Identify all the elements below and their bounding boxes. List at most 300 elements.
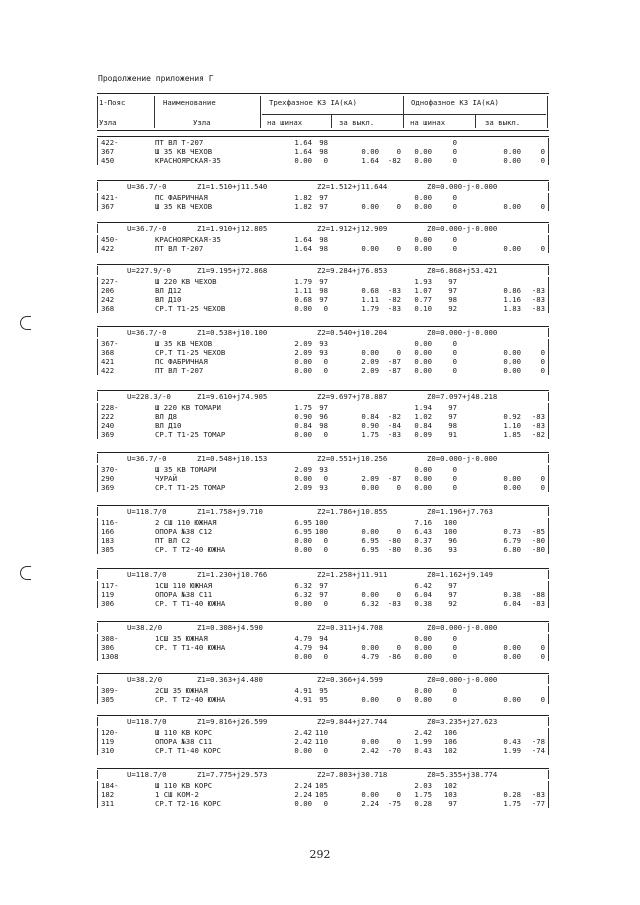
table-cell: Ш 35 КВ ЧЕХОВ bbox=[155, 147, 213, 156]
table-cell: -83 bbox=[531, 790, 545, 799]
table-cell: 95 bbox=[319, 686, 328, 695]
table-cell: 6.32 bbox=[294, 581, 312, 590]
table-row bbox=[97, 746, 549, 755]
table-cell: 0.00 bbox=[294, 474, 312, 483]
table-cell: 166 bbox=[101, 527, 115, 536]
table-cell: 117- bbox=[101, 581, 119, 590]
table-row bbox=[97, 286, 549, 295]
table-cell: -83 bbox=[531, 295, 545, 304]
table-cell: 97 bbox=[319, 581, 328, 590]
table-cell: 1.94 bbox=[414, 403, 432, 412]
block-param: Z1=0.538+j10.100 bbox=[197, 328, 268, 337]
table-cell: 1.07 bbox=[414, 286, 432, 295]
table-cell: 0 bbox=[540, 244, 545, 253]
table-block bbox=[97, 715, 549, 755]
table-cell: 0.00 bbox=[503, 147, 521, 156]
block-param: U=118.7/0 bbox=[127, 770, 167, 779]
table-cell: 305 bbox=[101, 545, 115, 554]
table-cell: 6.04 bbox=[414, 590, 432, 599]
table-block bbox=[97, 505, 549, 554]
table-cell: 0 bbox=[323, 430, 328, 439]
table-row bbox=[97, 474, 549, 483]
table-cell: 0 bbox=[540, 483, 545, 492]
table-cell: 0 bbox=[396, 527, 401, 536]
block-parameters bbox=[97, 717, 549, 726]
table-row bbox=[97, 366, 549, 375]
table-cell: 1.99 bbox=[414, 737, 432, 746]
table-cell: 0 bbox=[452, 634, 457, 643]
table-cell: -85 bbox=[531, 527, 545, 536]
table-row bbox=[97, 357, 549, 366]
table-cell: 0.00 bbox=[294, 430, 312, 439]
table-cell: 367 bbox=[101, 202, 115, 211]
table-cell: 0 bbox=[452, 147, 457, 156]
table-cell: Ш 35 КВ ТОМАРИ bbox=[155, 465, 217, 474]
table-cell: 93 bbox=[319, 339, 328, 348]
table-row bbox=[97, 147, 549, 156]
table-cell: 0.00 bbox=[361, 244, 379, 253]
table-cell: 98 bbox=[448, 295, 457, 304]
table-cell: 116- bbox=[101, 518, 119, 527]
table-cell: 2.24 bbox=[294, 790, 312, 799]
table-row bbox=[97, 737, 549, 746]
table-cell: -87 bbox=[387, 474, 401, 483]
table-row bbox=[97, 728, 549, 737]
table-row bbox=[97, 430, 549, 439]
table-cell: 227- bbox=[101, 277, 119, 286]
table-cell: 0.00 bbox=[414, 695, 432, 704]
table-cell: 93 bbox=[319, 465, 328, 474]
table-header bbox=[97, 93, 549, 131]
table-cell: 1СШ 35 ЮЖНАЯ bbox=[155, 634, 208, 643]
table-cell: 0 bbox=[396, 147, 401, 156]
table-cell: 0 bbox=[452, 643, 457, 652]
table-cell: 100 bbox=[314, 518, 328, 527]
page-number: 292 bbox=[309, 848, 331, 861]
block-param: U=38.2/0 bbox=[127, 675, 163, 684]
table-cell: 311 bbox=[101, 799, 115, 808]
table-cell: Ш 35 КВ ЧЕХОВ bbox=[155, 202, 213, 211]
table-cell: 0.68 bbox=[361, 286, 379, 295]
table-cell: 102 bbox=[443, 781, 457, 790]
table-cell: 1.75 bbox=[414, 790, 432, 799]
table-cell: 0.00 bbox=[503, 474, 521, 483]
block-parameters bbox=[97, 328, 549, 337]
punch-hole-mark bbox=[20, 316, 31, 330]
table-cell: 0.00 bbox=[294, 746, 312, 755]
block-parameters bbox=[97, 454, 549, 463]
table-cell: 0.00 bbox=[414, 465, 432, 474]
table-row bbox=[97, 652, 549, 661]
table-cell: СР.Т Т2-16 КОРС bbox=[155, 799, 221, 808]
table-cell: 0 bbox=[323, 652, 328, 661]
table-cell: 0.28 bbox=[414, 799, 432, 808]
table-cell: 242 bbox=[101, 295, 115, 304]
table-cell: 2.24 bbox=[294, 781, 312, 790]
table-cell: 422- bbox=[101, 138, 119, 147]
table-cell: -83 bbox=[531, 304, 545, 313]
block-param: Z2=1.912+j12.909 bbox=[317, 224, 388, 233]
table-cell: 305 bbox=[101, 695, 115, 704]
table-cell: ВЛ Д8 bbox=[155, 412, 177, 421]
table-cell: 97 bbox=[448, 412, 457, 421]
table-cell: 1.10 bbox=[503, 421, 521, 430]
table-cell: -83 bbox=[531, 286, 545, 295]
table-cell: ПТ ВЛ Т-207 bbox=[155, 138, 204, 147]
table-row bbox=[97, 781, 549, 790]
block-param: Z2=7.803+j30.718 bbox=[317, 770, 388, 779]
table-cell: 0 bbox=[452, 483, 457, 492]
table-cell: -87 bbox=[387, 366, 401, 375]
block-param: U=36.7/-0 bbox=[127, 454, 167, 463]
block-parameters bbox=[97, 675, 549, 684]
table-cell: 421- bbox=[101, 193, 119, 202]
block-param: Z0=0.000-j-0.000 bbox=[427, 623, 498, 632]
table-cell: Ш 220 КВ ТОМАРИ bbox=[155, 403, 221, 412]
table-cell: -80 bbox=[387, 545, 401, 554]
block-param: Z0=7.097+j48.218 bbox=[427, 392, 498, 401]
block-parameters bbox=[97, 570, 549, 579]
block-param: Z0=6.868+j53.421 bbox=[427, 266, 498, 275]
table-row bbox=[97, 295, 549, 304]
table-cell: -80 bbox=[387, 536, 401, 545]
table-cell: 1.75 bbox=[294, 403, 312, 412]
table-cell: -82 bbox=[387, 156, 401, 165]
table-cell: 1.11 bbox=[361, 295, 379, 304]
table-cell: 2.09 bbox=[361, 357, 379, 366]
table-cell: 105 bbox=[314, 781, 328, 790]
table-block bbox=[97, 264, 549, 313]
table-cell: 0.00 bbox=[414, 686, 432, 695]
table-cell: 0.00 bbox=[503, 357, 521, 366]
table-cell: 2.09 bbox=[361, 474, 379, 483]
table-cell: 2.42 bbox=[294, 728, 312, 737]
table-cell: 0.00 bbox=[503, 202, 521, 211]
table-cell: 0 bbox=[452, 193, 457, 202]
table-cell: 0.84 bbox=[414, 421, 432, 430]
table-cell: 2.03 bbox=[414, 781, 432, 790]
table-cell: 6.80 bbox=[503, 545, 521, 554]
header-name: Наименование bbox=[163, 98, 216, 107]
block-param: Z0=0.000-j-0.000 bbox=[427, 675, 498, 684]
table-cell: 6.32 bbox=[361, 599, 379, 608]
table-cell: ЧУРАЙ bbox=[155, 474, 177, 483]
table-cell: 1.64 bbox=[294, 244, 312, 253]
block-param: Z1=9.816+j26.599 bbox=[197, 717, 268, 726]
table-cell: 0 bbox=[323, 304, 328, 313]
block-param: U=36.7/-0 bbox=[127, 182, 167, 191]
table-cell: Ш 220 КВ ЧЕХОВ bbox=[155, 277, 217, 286]
table-cell: 92 bbox=[448, 304, 457, 313]
table-block bbox=[97, 452, 549, 492]
table-cell: 6.95 bbox=[361, 536, 379, 545]
table-cell: 94 bbox=[319, 643, 328, 652]
table-row bbox=[97, 277, 549, 286]
table-cell: -87 bbox=[387, 357, 401, 366]
table-cell: 0 bbox=[323, 357, 328, 366]
table-cell: 0 bbox=[540, 652, 545, 661]
table-cell: 4.91 bbox=[294, 695, 312, 704]
block-param: Z0=0.000-j-0.000 bbox=[427, 224, 498, 233]
table-row bbox=[97, 304, 549, 313]
table-cell: 222 bbox=[101, 412, 115, 421]
table-cell: 421 bbox=[101, 357, 115, 366]
table-cell: 100 bbox=[443, 518, 457, 527]
table-cell: 0.00 bbox=[414, 156, 432, 165]
block-param: Z2=0.540+j10.204 bbox=[317, 328, 388, 337]
table-cell: СР.Т Т1-25 ТОМАР bbox=[155, 430, 226, 439]
table-cell: 95 bbox=[319, 695, 328, 704]
block-param: Z1=9.610+j74.905 bbox=[197, 392, 268, 401]
block-param: U=36.7/-0 bbox=[127, 328, 167, 337]
block-parameters bbox=[97, 182, 549, 191]
table-cell: 310 bbox=[101, 746, 115, 755]
table-cell: 0 bbox=[452, 156, 457, 165]
block-parameters bbox=[97, 770, 549, 779]
table-cell: 0.00 bbox=[361, 643, 379, 652]
table-cell: 0.00 bbox=[361, 147, 379, 156]
block-param: Z2=1.786+j10.855 bbox=[317, 507, 388, 516]
table-cell: 0.00 bbox=[414, 348, 432, 357]
table-cell: 1308 bbox=[101, 652, 119, 661]
block-parameters bbox=[97, 623, 549, 632]
table-cell: 1.93 bbox=[414, 277, 432, 286]
table-cell: ВЛ Д10 bbox=[155, 295, 182, 304]
table-cell: 98 bbox=[448, 421, 457, 430]
table-cell: 0 bbox=[452, 202, 457, 211]
table-cell: 1СШ 110 ЮЖНАЯ bbox=[155, 581, 213, 590]
table-cell: 1.99 bbox=[503, 746, 521, 755]
block-param: Z1=7.775+j29.573 bbox=[197, 770, 268, 779]
table-cell: 0.00 bbox=[414, 643, 432, 652]
block-param: U=228.3/-0 bbox=[127, 392, 171, 401]
table-cell: 1.85 bbox=[503, 430, 521, 439]
table-row bbox=[97, 421, 549, 430]
table-cell: ПС ФАБРИЧНАЯ bbox=[155, 357, 208, 366]
table-cell: 110 bbox=[314, 737, 328, 746]
block-param: Z2=0.366+j4.599 bbox=[317, 675, 383, 684]
table-cell: ОПОРА №38 С11 bbox=[155, 590, 213, 599]
table-cell: 0 bbox=[452, 138, 457, 147]
table-cell: 1.79 bbox=[294, 277, 312, 286]
table-cell: 1 СШ КОМ-2 bbox=[155, 790, 199, 799]
block-param: Z0=0.000-j-0.000 bbox=[427, 328, 498, 337]
table-cell: 306 bbox=[101, 599, 115, 608]
table-cell: 97 bbox=[448, 277, 457, 286]
table-cell: 105 bbox=[314, 790, 328, 799]
table-cell: 0 bbox=[396, 643, 401, 652]
table-cell: 0.00 bbox=[503, 695, 521, 704]
table-cell: 94 bbox=[319, 634, 328, 643]
table-cell: 0 bbox=[396, 348, 401, 357]
table-cell: 0.00 bbox=[503, 348, 521, 357]
table-row bbox=[97, 634, 549, 643]
table-cell: 0 bbox=[540, 357, 545, 366]
table-cell: 0.00 bbox=[414, 193, 432, 202]
header-single-phase: Однофазное КЗ IA(кА) bbox=[411, 98, 499, 107]
table-row bbox=[97, 536, 549, 545]
table-cell: 97 bbox=[448, 581, 457, 590]
block-param: U=36.7/-0 bbox=[127, 224, 167, 233]
block-param: U=118.7/0 bbox=[127, 570, 167, 579]
table-cell: 0.00 bbox=[414, 235, 432, 244]
table-cell: СР. Т Т2-40 ЮЖНА bbox=[155, 695, 226, 704]
block-param: Z0=3.235+j27.623 bbox=[427, 717, 498, 726]
table-cell: 422 bbox=[101, 244, 115, 253]
table-cell: 0.00 bbox=[414, 357, 432, 366]
table-cell: 93 bbox=[319, 348, 328, 357]
table-cell: СР. Т Т1-40 ЮЖНА bbox=[155, 599, 226, 608]
table-cell: 0 bbox=[540, 202, 545, 211]
table-cell: 98 bbox=[319, 235, 328, 244]
block-param: U=118.7/0 bbox=[127, 507, 167, 516]
block-param: U=118.7/0 bbox=[127, 717, 167, 726]
table-cell: 6.04 bbox=[503, 599, 521, 608]
table-row bbox=[97, 590, 549, 599]
table-cell: 0 bbox=[452, 465, 457, 474]
table-cell: 0 bbox=[323, 156, 328, 165]
table-cell: КРАСНОЯРСКАЯ-35 bbox=[155, 235, 221, 244]
table-cell: 0.43 bbox=[414, 746, 432, 755]
table-cell: 1.82 bbox=[294, 202, 312, 211]
table-block bbox=[97, 768, 549, 808]
table-cell: 422 bbox=[101, 366, 115, 375]
table-cell: -83 bbox=[531, 412, 545, 421]
table-cell: 97 bbox=[448, 590, 457, 599]
table-cell: 4.79 bbox=[361, 652, 379, 661]
header-after-switch-3ph: за выкл. bbox=[339, 118, 375, 127]
table-cell: 0.68 bbox=[294, 295, 312, 304]
table-cell: 1.64 bbox=[361, 156, 379, 165]
table-cell: 0.00 bbox=[361, 695, 379, 704]
table-cell: 0.90 bbox=[361, 421, 379, 430]
table-cell: 0 bbox=[452, 357, 457, 366]
table-cell: 0 bbox=[540, 147, 545, 156]
table-cell: 0.00 bbox=[294, 545, 312, 554]
table-cell: 183 bbox=[101, 536, 115, 545]
block-param: Z2=9.697+j78.887 bbox=[317, 392, 388, 401]
table-cell: 370- bbox=[101, 465, 119, 474]
table-row bbox=[97, 581, 549, 590]
table-cell: 1.11 bbox=[294, 286, 312, 295]
table-cell: 1.75 bbox=[361, 430, 379, 439]
table-cell: ОПОРА №38 С12 bbox=[155, 527, 213, 536]
table-cell: 98 bbox=[319, 244, 328, 253]
table-cell: 2 СШ 110 ЮЖНАЯ bbox=[155, 518, 217, 527]
table-cell: 367- bbox=[101, 339, 119, 348]
header-on-buses-1ph: на шинах bbox=[410, 118, 446, 127]
table-cell: 97 bbox=[319, 277, 328, 286]
table-cell: 0.09 bbox=[414, 430, 432, 439]
table-block bbox=[97, 180, 549, 211]
table-cell: 97 bbox=[319, 295, 328, 304]
table-cell: 0.00 bbox=[294, 304, 312, 313]
header-after-switch-1ph: за выкл. bbox=[485, 118, 521, 127]
table-cell: 0 bbox=[452, 244, 457, 253]
table-cell: 0 bbox=[452, 686, 457, 695]
table-cell: 0.00 bbox=[361, 790, 379, 799]
table-cell: 0 bbox=[396, 790, 401, 799]
table-cell: 1.64 bbox=[294, 235, 312, 244]
block-param: Z2=9.284+j76.853 bbox=[317, 266, 388, 275]
table-cell: 0 bbox=[540, 348, 545, 357]
table-cell: 0 bbox=[323, 536, 328, 545]
block-parameters bbox=[97, 392, 549, 401]
table-cell: 450 bbox=[101, 156, 115, 165]
table-cell: 0 bbox=[396, 202, 401, 211]
block-param: Z0=1.162+j9.149 bbox=[427, 570, 493, 579]
table-cell: -78 bbox=[531, 737, 545, 746]
table-cell: 0.00 bbox=[294, 799, 312, 808]
table-cell: 0 bbox=[323, 599, 328, 608]
table-cell: 1.16 bbox=[503, 295, 521, 304]
table-cell: 0 bbox=[396, 737, 401, 746]
table-block bbox=[97, 326, 549, 375]
table-cell: 0 bbox=[452, 366, 457, 375]
block-param: Z0=5.355+j38.774 bbox=[427, 770, 498, 779]
block-parameters bbox=[97, 266, 549, 275]
table-row bbox=[97, 339, 549, 348]
table-cell: -74 bbox=[531, 746, 545, 755]
table-cell: 2СШ 35 ЮЖНАЯ bbox=[155, 686, 208, 695]
table-cell: 98 bbox=[319, 421, 328, 430]
table-cell: 4.91 bbox=[294, 686, 312, 695]
header-on-buses-3ph: на шинах bbox=[267, 118, 303, 127]
table-cell: СР.Т Т1-25 ЧЕХОВ bbox=[155, 304, 226, 313]
table-cell: 1.82 bbox=[294, 193, 312, 202]
table-cell: Ш 110 КВ КОРС bbox=[155, 781, 213, 790]
table-cell: 0.00 bbox=[414, 244, 432, 253]
table-cell: 0.84 bbox=[294, 421, 312, 430]
table-cell: КРАСНОЯРСКАЯ-35 bbox=[155, 156, 221, 165]
table-cell: 0.00 bbox=[503, 156, 521, 165]
table-block bbox=[97, 673, 549, 704]
table-cell: 96 bbox=[448, 536, 457, 545]
table-cell: -82 bbox=[387, 295, 401, 304]
table-cell: 0 bbox=[323, 799, 328, 808]
table-cell: ВЛ Д10 bbox=[155, 421, 182, 430]
table-cell: 97 bbox=[319, 590, 328, 599]
page-caption: Продолжение приложения Г bbox=[98, 74, 214, 83]
table-cell: 368 bbox=[101, 304, 115, 313]
table-cell: 6.42 bbox=[414, 581, 432, 590]
table-cell: СР.Т Т1-25 ЧЕХОВ bbox=[155, 348, 226, 357]
table-cell: 450- bbox=[101, 235, 119, 244]
table-cell: 240 bbox=[101, 421, 115, 430]
table-cell: 309- bbox=[101, 686, 119, 695]
table-cell: СР. Т Т1-40 ЮЖНА bbox=[155, 643, 226, 652]
table-cell: 0.00 bbox=[414, 634, 432, 643]
table-cell: 1.64 bbox=[294, 138, 312, 147]
table-cell: ПТ ВЛ С2 bbox=[155, 536, 191, 545]
table-cell: 0.00 bbox=[414, 474, 432, 483]
table-cell: -83 bbox=[387, 304, 401, 313]
table-cell: 290 bbox=[101, 474, 115, 483]
table-cell: 6.79 bbox=[503, 536, 521, 545]
table-row bbox=[97, 138, 549, 147]
table-cell: 6.32 bbox=[294, 590, 312, 599]
table-row bbox=[97, 465, 549, 474]
table-cell: 1.83 bbox=[503, 304, 521, 313]
table-cell: 0.00 bbox=[361, 202, 379, 211]
block-param: Z1=1.758+j9.710 bbox=[197, 507, 263, 516]
table-block bbox=[97, 136, 549, 165]
table-cell: 228- bbox=[101, 403, 119, 412]
header-node: Узла bbox=[99, 118, 117, 127]
table-cell: 0.00 bbox=[414, 652, 432, 661]
table-cell: -88 bbox=[531, 590, 545, 599]
table-cell: 0 bbox=[396, 590, 401, 599]
